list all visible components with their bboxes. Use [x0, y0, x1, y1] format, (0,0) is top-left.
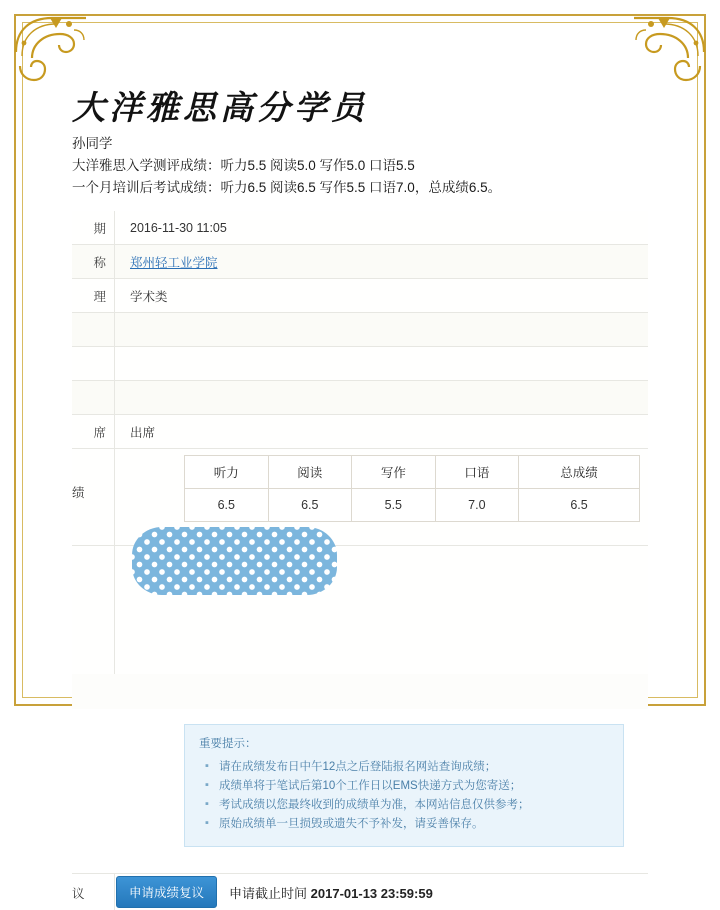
row-divider [114, 279, 115, 312]
appeal-deadline-value: 2017-01-13 23:59:59 [310, 885, 433, 901]
row-label: 期 [93, 221, 106, 236]
exam-date-value: 2016-11-30 11:05 [130, 220, 227, 235]
list-item: ▪ 请在成绩发布日中午12点之后登陆报名网站查询成绩； [217, 758, 609, 777]
score-reading: 6.5 [268, 489, 352, 522]
venue-name-link[interactable]: 郑州轻工业学院 [130, 255, 218, 270]
student-name: 孙同学 [72, 136, 113, 151]
col-header-overall: 总成绩 [519, 456, 640, 489]
table-row [72, 279, 648, 313]
intro-block [72, 133, 672, 199]
col-header-reading: 阅读 [268, 456, 352, 489]
table-row [72, 313, 648, 347]
row-divider [114, 313, 115, 346]
table-row [72, 245, 648, 279]
page-title: 大洋雅思高分学员 [72, 88, 368, 127]
row-divider [114, 415, 115, 448]
exam-type-value: 学术类 [130, 289, 168, 304]
table-row [72, 211, 648, 245]
row-divider [114, 546, 115, 674]
apply-score-remark-button[interactable]: 申请成绩复议 [116, 876, 217, 908]
redaction-overlay [132, 527, 337, 595]
row-divider [114, 874, 115, 910]
list-item: ▪ 考试成绩以您最终收到的成绩单为准，本网站信息仅供参考； [217, 796, 609, 815]
row-label: 理 [93, 289, 106, 304]
notice-title: 重要提示： [199, 738, 257, 750]
important-notice-box [184, 724, 624, 847]
attendance-value: 出席 [130, 425, 156, 440]
notice-list [199, 758, 609, 834]
appeal-row-label: 议 [72, 887, 85, 901]
row-divider [114, 245, 115, 278]
table-row [185, 489, 640, 522]
score-writing: 5.5 [352, 489, 436, 522]
col-header-listening: 听力 [185, 456, 269, 489]
row-divider [114, 347, 115, 380]
score-speaking: 7.0 [435, 489, 519, 522]
row-label: 称 [93, 255, 106, 270]
scores-table-wrap [114, 449, 648, 522]
row-divider [114, 381, 115, 414]
col-header-speaking: 口语 [435, 456, 519, 489]
list-item: ▪ 原始成绩单一旦损毁或遗失不予补发，请妥善保存。 [217, 815, 609, 834]
scores-row-label: 绩 [72, 486, 85, 500]
list-item: ▪ 成绩单将于笔试后第10个工作日以EMS快递方式为您寄送； [217, 777, 609, 796]
table-row [72, 381, 648, 415]
col-header-writing: 写作 [352, 456, 436, 489]
score-report-screenshot [72, 211, 648, 901]
ornament-corner-icon [12, 12, 90, 84]
appeal-deadline-label: 申请截止时间 [229, 885, 308, 901]
exit-scores-line: 一个月培训后考试成绩：听力6.5 阅读6.5 写作5.5 口语7.0，总成绩6.5。 [72, 180, 502, 195]
row-label: 席 [93, 425, 106, 440]
row-divider [114, 211, 115, 244]
table-header-row [185, 456, 640, 489]
ornament-corner-icon [630, 12, 708, 84]
appeal-deadline [229, 883, 433, 902]
score-overall: 6.5 [519, 489, 640, 522]
scores-table [184, 455, 640, 522]
entry-scores-line: 大洋雅思入学测评成绩：听力5.5 阅读5.0 写作5.0 口语5.5 [72, 158, 415, 173]
table-row [72, 347, 648, 381]
appeal-row [72, 873, 648, 910]
table-row [72, 415, 648, 449]
score-listening: 6.5 [185, 489, 269, 522]
